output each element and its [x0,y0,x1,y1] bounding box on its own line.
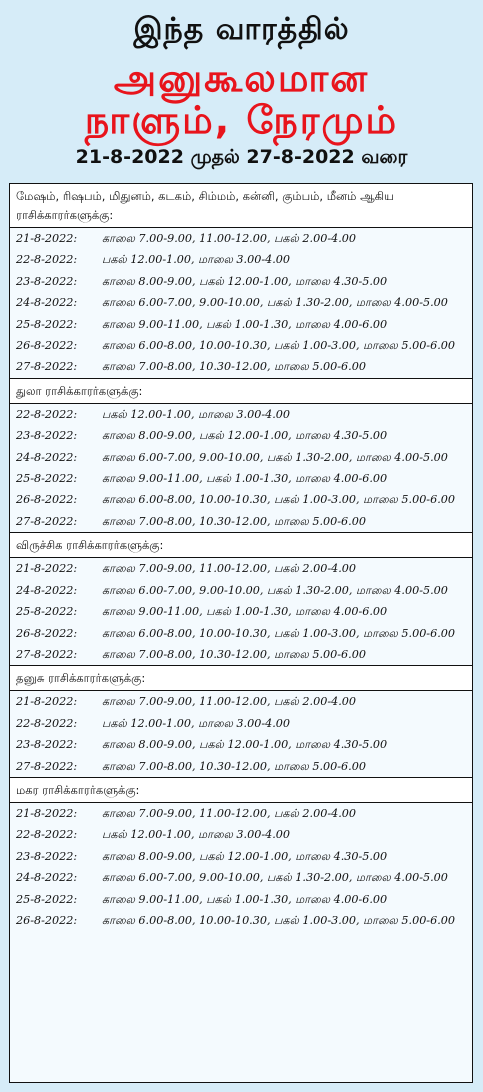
row-date: 21-8-2022: [16,562,78,576]
table-row [10,623,472,644]
header-line-2: அனுகூலமான [113,56,370,100]
table-row [10,910,472,931]
row-times: காலை 6.00-8.00, 10.00-10.30, பகல் 1.00-3.00, மாலை 5.00-6.00 [102,339,456,353]
row-date: 23-8-2022: [16,429,78,443]
section-heading: விருச்சிக ராசிக்காரர்களுக்கு: [10,533,472,558]
row-date: 22-8-2022: [16,828,78,842]
row-times: காலை 6.00-8.00, 10.00-10.30, பகல் 1.00-3.00, மாலை 5.00-6.00 [102,493,456,507]
section-heading: மகர ராசிக்காரர்களுக்கு: [10,778,472,803]
row-times: காலை 8.00-9.00, பகல் 12.00-1.00, மாலை 4.30-5.00 [102,274,388,288]
header-line-1: இந்த வாரத்தில் [133,12,350,47]
row-date: 27-8-2022: [16,514,78,528]
section-4 [10,777,472,931]
table-row [10,601,472,622]
row-date: 22-8-2022: [16,253,78,267]
row-times: காலை 6.00-7.00, 9.00-10.00, பகல் 1.30-2.00, மாலை 4.00-5.00 [102,450,448,464]
row-times: காலை 6.00-7.00, 9.00-10.00, பகல் 1.30-2.00, மாலை 4.00-5.00 [102,871,448,885]
row-times: காலை 7.00-8.00, 10.30-12.00, மாலை 5.00-6.00 [102,647,366,661]
table-row [10,644,472,665]
row-times: காலை 6.00-8.00, 10.00-10.30, பகல் 1.00-3.00, மாலை 5.00-6.00 [102,626,456,640]
row-date: 26-8-2022: [16,339,78,353]
table-row [10,228,472,249]
row-date: 24-8-2022: [16,583,78,597]
row-date: 25-8-2022: [16,472,78,486]
row-date: 26-8-2022: [16,493,78,507]
row-date: 24-8-2022: [16,296,78,310]
table-row [10,356,472,377]
table-row [10,271,472,292]
row-times: காலை 7.00-8.00, 10.30-12.00, மாலை 5.00-6.00 [102,360,366,374]
row-times: பகல் 12.00-1.00, மாலை 3.00-4.00 [102,407,291,421]
table-row [10,713,472,734]
row-times: பகல் 12.00-1.00, மாலை 3.00-4.00 [102,253,291,267]
row-date: 27-8-2022: [16,759,78,773]
section-3 [10,665,472,777]
row-times: காலை 9.00-11.00, பகல் 1.00-1.30, மாலை 4.00-6.00 [102,317,388,331]
table-row [10,447,472,468]
row-times: காலை 7.00-9.00, 11.00-12.00, பகல் 2.00-4.00 [102,562,357,576]
section-heading: தனுசு ராசிக்காரர்களுக்கு: [10,666,472,691]
date-range: 21-8-2022 முதல் 27-8-2022 வரை [75,146,408,168]
table-row [10,292,472,313]
row-date: 21-8-2022: [16,806,78,820]
section-1 [10,378,472,532]
row-times: காலை 7.00-8.00, 10.30-12.00, மாலை 5.00-6.00 [102,514,366,528]
row-times: காலை 7.00-9.00, 11.00-12.00, பகல் 2.00-4.00 [102,806,357,820]
table-row [10,846,472,867]
row-date: 25-8-2022: [16,892,78,906]
row-times: காலை 6.00-8.00, 10.00-10.30, பகல் 1.00-3.00, மாலை 5.00-6.00 [102,913,456,927]
row-times: பகல் 12.00-1.00, மாலை 3.00-4.00 [102,828,291,842]
row-times: காலை 7.00-8.00, 10.30-12.00, மாலை 5.00-6.00 [102,759,366,773]
table-row [10,691,472,712]
row-date: 21-8-2022: [16,232,78,245]
row-times: காலை 6.00-7.00, 9.00-10.00, பகல் 1.30-2.00, மாலை 4.00-5.00 [102,583,448,597]
row-date: 24-8-2022: [16,450,78,464]
row-date: 27-8-2022: [16,360,78,374]
table-row [10,803,472,824]
row-date: 23-8-2022: [16,738,78,752]
table-row [10,867,472,888]
row-date: 22-8-2022: [16,716,78,730]
row-times: காலை 9.00-11.00, பகல் 1.00-1.30, மாலை 4.00-6.00 [102,892,388,906]
row-times: காலை 7.00-9.00, 11.00-12.00, பகல் 2.00-4.00 [102,695,357,709]
row-date: 24-8-2022: [16,871,78,885]
table-row [10,425,472,446]
row-date: 25-8-2022: [16,317,78,331]
row-date: 26-8-2022: [16,626,78,640]
table-row [10,511,472,532]
row-times: காலை 7.00-9.00, 11.00-12.00, பகல் 2.00-4.00 [102,232,357,245]
table-row [10,335,472,356]
page-header [0,0,483,182]
row-times: காலை 8.00-9.00, பகல் 12.00-1.00, மாலை 4.30-5.00 [102,429,388,443]
table-row [10,489,472,510]
table-row [10,756,472,777]
row-times: காலை 8.00-9.00, பகல் 12.00-1.00, மாலை 4.30-5.00 [102,738,388,752]
table-row [10,314,472,335]
section-0 [10,184,472,378]
section-heading: துலா ராசிக்காரர்களுக்கு: [10,379,472,404]
row-date: 26-8-2022: [16,913,78,927]
row-date: 23-8-2022: [16,849,78,863]
row-times: காலை 6.00-7.00, 9.00-10.00, பகல் 1.30-2.00, மாலை 4.00-5.00 [102,296,448,310]
row-date: 22-8-2022: [16,407,78,421]
table-row [10,249,472,270]
table-row [10,558,472,579]
header-line-3: நாளும், நேரமும் [84,98,399,142]
table-row [10,468,472,489]
row-date: 27-8-2022: [16,647,78,661]
row-times: காலை 9.00-11.00, பகல் 1.00-1.30, மாலை 4.00-6.00 [102,472,388,486]
table-row [10,404,472,425]
schedule-table [9,183,473,1083]
row-times: காலை 8.00-9.00, பகல் 12.00-1.00, மாலை 4.30-5.00 [102,849,388,863]
row-times: காலை 9.00-11.00, பகல் 1.00-1.30, மாலை 4.00-6.00 [102,605,388,619]
section-2 [10,532,472,665]
row-date: 25-8-2022: [16,605,78,619]
table-row [10,889,472,910]
table-row [10,734,472,755]
section-heading: மேஷம், ரிஷபம், மிதுனம், கடகம், சிம்மம், கன்னி, கும்பம், மீனம் ஆகிய ராசிக்காரர்களுக்கு: [10,184,472,228]
table-row [10,580,472,601]
table-row [10,824,472,845]
row-date: 21-8-2022: [16,695,78,709]
row-date: 23-8-2022: [16,274,78,288]
row-times: பகல் 12.00-1.00, மாலை 3.00-4.00 [102,716,291,730]
